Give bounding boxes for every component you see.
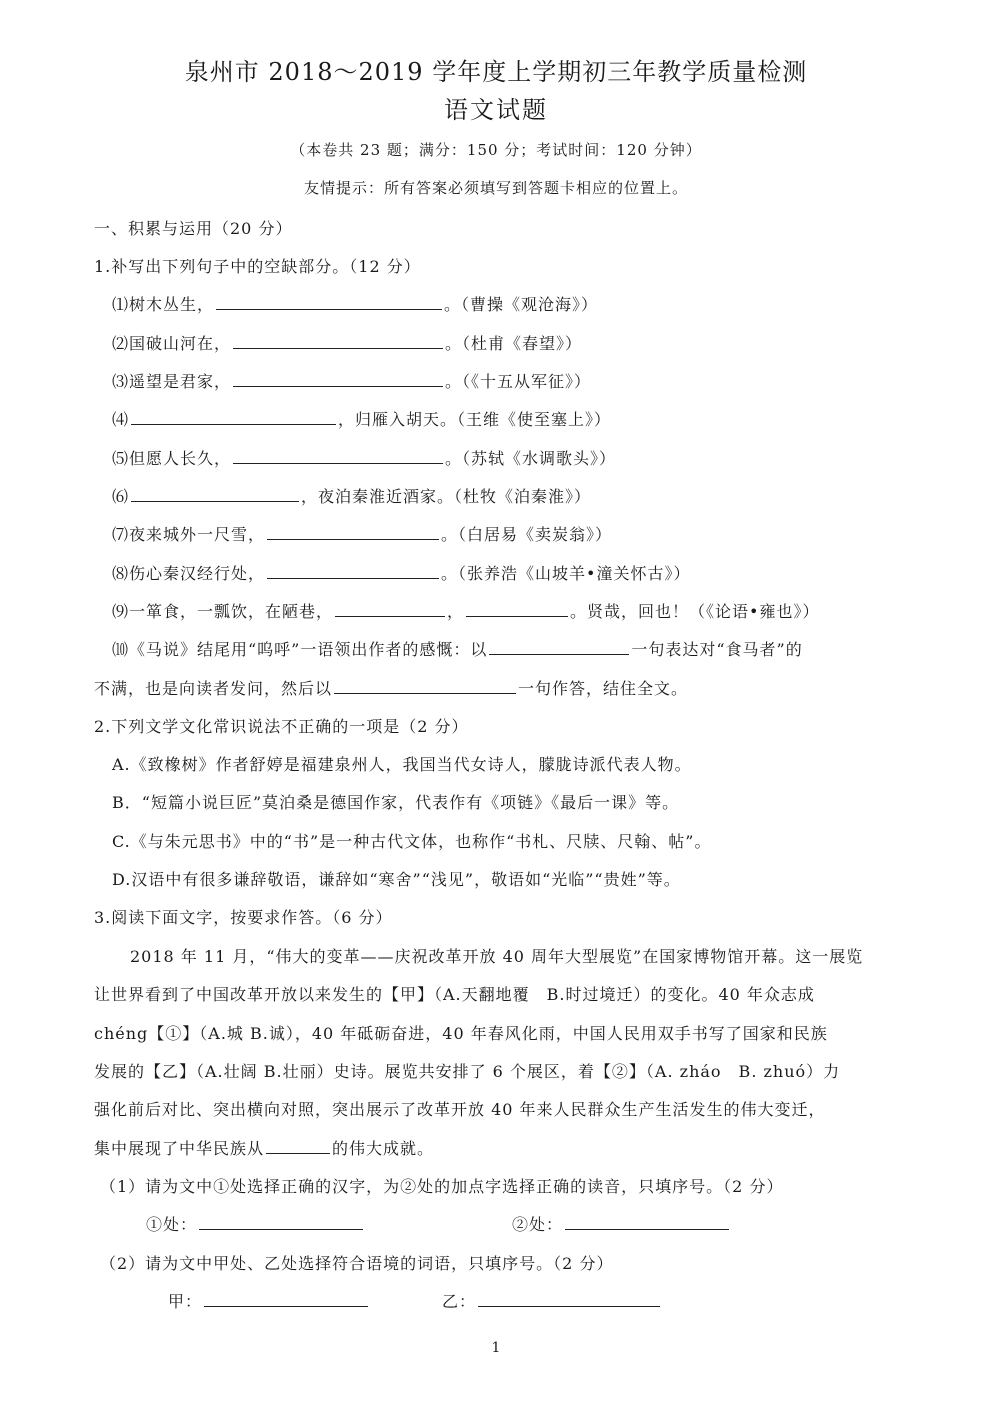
passage-line: 集中展现了中华民族从 的伟大成就。 <box>94 1139 435 1158</box>
answer-blank[interactable] <box>267 525 439 540</box>
q1-item: ⑵国破山河在， 。（杜甫《春望》） <box>112 334 583 353</box>
option-a: A.《致橡树》作者舒婷是福建泉州人，我国当代女诗人，朦胧诗派代表人物。 <box>112 755 692 774</box>
option-d: D.汉语中有很多谦辞敬语，谦辞如“寒舍”“浅见”，敬语如“光临”“贵姓”等。 <box>112 870 681 889</box>
question-3-stem: 3.阅读下面文字，按要求作答。（6 分） <box>94 908 393 927</box>
sub-question-2: （2）请为文中甲处、乙处选择符合语境的词语，只填序号。（2 分） <box>100 1254 614 1273</box>
page-number: 1 <box>491 1340 501 1356</box>
q1-item: ⑻伤心秦汉经行处， 。（张养浩《山坡羊•潼关怀古》） <box>112 564 691 583</box>
q1-item: ⑼一箪食，一瓢饮，在陋巷， ， 。贤哉，回也！（《论语•雍也》） <box>112 602 820 621</box>
answer-slot-yi: 乙： <box>442 1289 662 1312</box>
answer-blank[interactable] <box>233 449 443 464</box>
q1-item: ⑴树木丛生， 。（曹操《观沧海》） <box>112 295 599 314</box>
answer-blank[interactable] <box>204 1292 368 1307</box>
exam-meta: （本卷共 23 题；满分：150 分；考试时间：120 分钟） <box>290 141 702 159</box>
passage-line: 发展的【乙】（A.壮阔 B.壮丽）史诗。展览共安排了 6 个展区，着【②】（A. zháo B. zhuó）力 <box>94 1062 841 1081</box>
friendly-tip: 友情提示：所有答案必须填写到答题卡相应的位置上。 <box>303 179 688 197</box>
answer-blank[interactable] <box>266 1139 330 1154</box>
q1-item: ⑸但愿人长久， 。（苏轼《水调歌头》） <box>112 449 617 468</box>
answer-blank[interactable] <box>267 564 439 579</box>
passage-line: 2018 年 11 月，“伟大的变革——庆祝改革开放 40 周年大型展览”在国家博物馆开幕。这一展览 <box>130 947 864 966</box>
passage-line: 强化前后对比、突出横向对照，突出展示了改革开放 40 年来人民群众生产生活发生的伟大变迁， <box>94 1100 826 1119</box>
answer-blank[interactable] <box>478 1292 660 1307</box>
question-1-stem: 1.补写出下列句子中的空缺部分。（12 分） <box>94 257 421 276</box>
answer-blank[interactable] <box>565 1215 729 1230</box>
answer-blank[interactable] <box>233 334 443 349</box>
option-b: B．“短篇小说巨匠”莫泊桑是德国作家，代表作有《项链》《最后一课》等。 <box>112 793 680 812</box>
answer-blank[interactable] <box>334 679 516 694</box>
answer-blank[interactable] <box>233 372 443 387</box>
q1-item: ⑽《马说》结尾用“呜呼”一语领出作者的感慨：以 一句表达对“食马者”的 <box>112 640 803 659</box>
exam-subtitle: 语文试题 <box>444 96 548 124</box>
option-c: C.《与朱元思书》中的“书”是一种古代文体，也称作“书札、尺牍、尺翰、帖”。 <box>112 832 712 851</box>
passage-line: chéng【①】（A.城 B.诚），40 年砥砺奋进，40 年春风化雨，中国人民用双手书写了国家和民族 <box>94 1024 828 1043</box>
q1-item: ⑶遥望是君家， 。（《十五从军征》） <box>112 372 592 391</box>
answer-blank[interactable] <box>216 295 442 310</box>
sub-question-1: （1）请为文中①处选择正确的汉字，为②处的加点字选择正确的读音，只填序号。（2 分） <box>100 1177 784 1196</box>
section-heading: 一、积累与运用（20 分） <box>94 219 293 238</box>
answer-blank[interactable] <box>489 640 629 655</box>
q1-item: ⑺夜来城外一尺雪， 。（白居易《卖炭翁》） <box>112 525 613 544</box>
q1-item: ⑷ ，归雁入胡天。（王维《使至塞上》） <box>112 410 612 429</box>
answer-slot-1: ①处： <box>146 1212 365 1235</box>
question-2-stem: 2.下列文学文化常识说法不正确的一项是（2 分） <box>94 717 469 736</box>
answer-blank[interactable] <box>131 410 336 425</box>
passage-line: 让世界看到了中国改革开放以来发生的【甲】（A.天翻地覆 B.时过境迁）的变化。40 年众志成 <box>94 985 815 1004</box>
q1-item-continued: 不满，也是向读者发问，然后以 一句作答，结住全文。 <box>94 679 689 698</box>
exam-title: 泉州市 2018～2019 学年度上学期初三年教学质量检测 <box>184 58 808 86</box>
answer-blank[interactable] <box>466 602 568 617</box>
answer-blank[interactable] <box>199 1215 363 1230</box>
answer-blank[interactable] <box>335 602 445 617</box>
q1-item: ⑹ ，夜泊秦淮近酒家。（杜牧《泊秦淮》） <box>112 487 592 506</box>
answer-blank[interactable] <box>131 487 299 502</box>
answer-slot-2: ②处： <box>512 1212 731 1235</box>
answer-slot-jia: 甲： <box>168 1289 370 1312</box>
